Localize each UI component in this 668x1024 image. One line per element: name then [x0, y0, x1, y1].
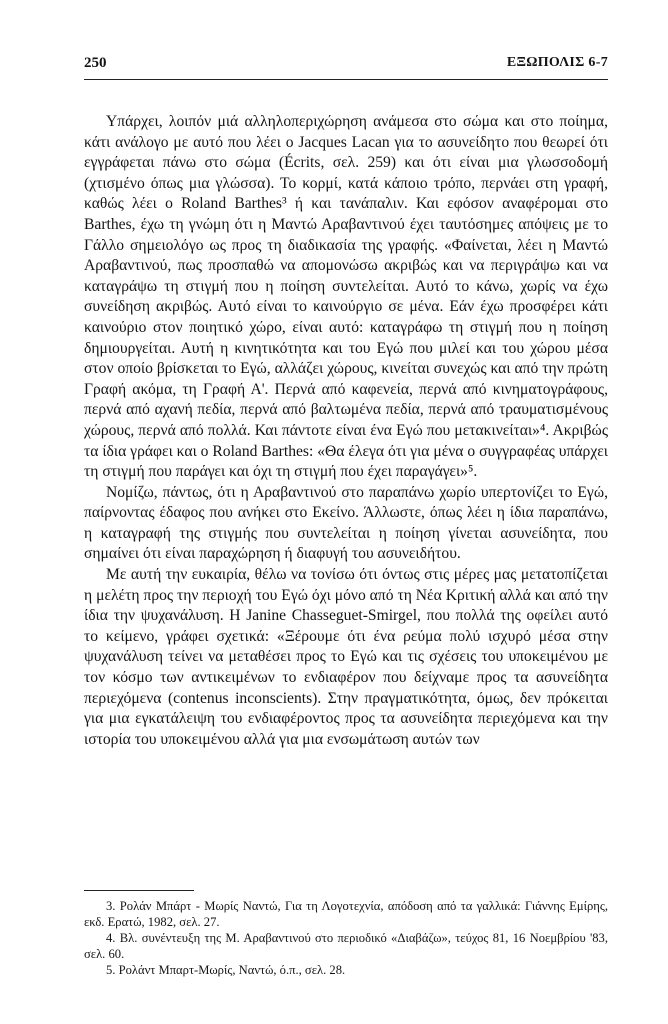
- footnote: 5. Ρολάντ Μπαρτ-Μωρίς, Ναντώ, ό.π., σελ. 28.: [106, 963, 346, 977]
- footnote: 3. Ρολάν Μπάρτ - Μωρίς Ναντώ, Για τη Λογοτεχνία, απόδοση από τα γαλλικά: Γιάννης Εμίρης, εκδ. Ερατώ, 1982, σελ. 27.: [84, 899, 608, 929]
- footnote: 4. Βλ. συνέντευξη της Μ. Αραβαντινού στο περιοδικό «Διαβάζω», τεύχος 81, 16 Νοεμβρίου '83, σελ. 60.: [84, 931, 608, 961]
- page-header: [84, 53, 608, 80]
- page-number: 250: [84, 55, 107, 71]
- footnote-divider: [84, 890, 194, 891]
- paragraph: Υπάρχει, λοιπόν μιά αλληλοπεριχώρηση ανάμεσα στο σώμα και στο ποίημα, κάτι ανάλογο με αυτό που λέει ο Jacques Lacan για το ασυνείδητο που θεωρεί ότι εγγράφεται πάνω στο σώμα (Écrits, σελ. 259) και ότι είναι μια γλωσσοδομή (χτισμένο όπως μια γλώσσα). Το κορμί, κατά κάποιο τρόπο, περνάει στη γραφή, καθώς λέει ο Roland Barthes³ ή και τανάπαλιν. Και εφόσον αναφέρομαι στο Barthes, έχω τη γνώμη ότι η Μαντώ Αραβαντινού έχει ταυτόσημες απόψεις με το Γάλλο σημειολόγο ως προς τη διαδικασία της γραφής. «Φαίνεται, λέει η Μαντώ Αραβαντινού, πως προσπαθώ να απομονώσω ακριβώς και να περιγράψω και να καταγράψω τη στιγμή που η ποίηση συντελείται. Αυτό το κάνω, χωρίς να έχω συνείδηση ακριβώς. Αυτό είναι το καινούργιο σε μένα. Εάν έχω προσφέρει κάτι καινούριο στον ποιητικό χώρο, είναι αυτό: καταγράφω τη στιγμή που η ποίηση δημιουργείται. Αυτή η κινητικότητα και του Εγώ που μιλεί και του χώρου μέσα στον οποίο βρίσκεται το Εγώ, αλλάζει χώρους, κινείται συνεχώς και από την πρώτη Γραφή ακόμα, τη Γραφή Α'. Περνά από καφενεία, περνά από κινηματογράφους, περνά από αχανή πεδία, περνά από βαλτωμένα πεδία, περνά από τραυματισμένους χώρους, περνά από πολλά. Και πάντοτε είναι ένα Εγώ που μετακινείται»⁴. Ακριβώς τα ίδια γράφει και ο Roland Barthes: «Θα έλεγα ότι για μένα ο συγγραφέας υπάρχει τη στιγμή που παράγει και όχι τη στιγμή που έχει παραγάγει»⁵.: [84, 113, 608, 481]
- body-text: [84, 112, 608, 750]
- paragraph: Νομίζω, πάντως, ότι η Αραβαντινού στο παραπάνω χωρίο υπερτονίζει το Εγώ, παίρνοντας έδαφος που ανήκει στο Εκείνο. Άλλωστε, όπως λέει η ίδια παραπάνω, η καταγραφή της στιγμής που συντελείται η ποίηση γίνεται ασυνείδητα, που σημαίνει ότι είναι παραχώρηση ή διαφυγή του ασυνειδήτου.: [84, 483, 608, 563]
- footnotes: [84, 898, 608, 978]
- paragraph: Με αυτή την ευκαιρία, θέλω να τονίσω ότι όντως στις μέρες μας μετατοπίζεται η μελέτη προς την περιοχή του Εγώ όχι μόνο από τη Νέα Κριτική αλλά και από την ίδια την ψυχανάλυση. Η Janine Chasseguet-Smirgel, που πολλά της οφείλει αυτό το κείμενο, γράφει σχετικά: «Ξέρουμε ότι ένα ρεύμα πολύ ισχυρό μέσα στην ψυχανάλυση τείνει να μεταθέσει προς το Εγώ και τις σχέσεις του υποκειμένου με τον κόσμο των αντικειμένων το ενδιαφέρον που δείχναμε προς τα ασυνείδητα περιεχόμενα (contenus inconscients). Στην πραγματικότητα, όμως, δεν πρόκειται για μια εγκατάλειψη του ενδιαφέροντος προς τα ασυνείδητα περιεχόμενα και την ιστορία του υποκειμένου αλλά για μια ενσωμάτωση αυτών των: [84, 566, 608, 748]
- running-title: ΕΞΩΠΟΛΙΣ 6-7: [506, 55, 608, 70]
